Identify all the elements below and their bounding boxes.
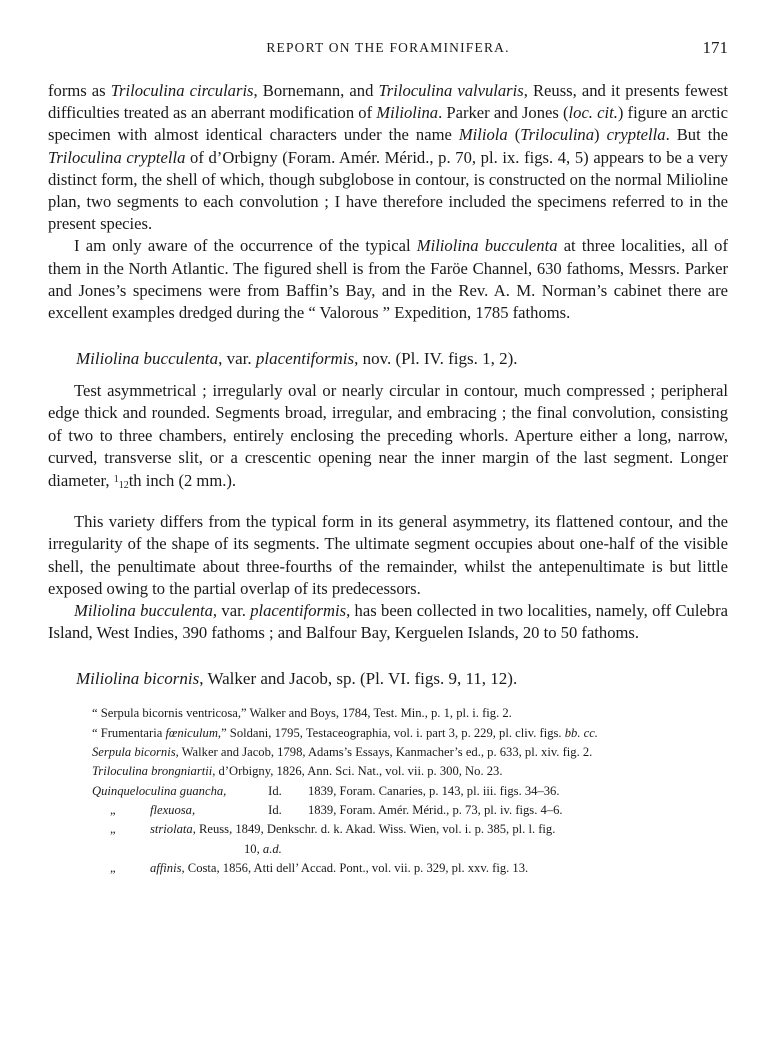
synonymy-line: „ affinis, Costa, 1856, Atti dell’ Accad. Pont., vol. vii. p. 329, pl. xxv. fig. 13. bbox=[110, 860, 529, 875]
paragraph-variety-differences: This variety differs from the typical form in its general asymmetry, its flattened contour, and the irregularity of the shape of its segments. The ultimate segment occupies about one-half of the visible shell, the penultimate about three-fourths of the remainder, whilst the antepenultimate is but little exposed owing to the partial overlap of its predecessors. bbox=[48, 512, 728, 598]
page bbox=[48, 40, 728, 878]
synonymy-line: “ Frumentaria fœniculum,” Soldani, 1795, Testaceographia, vol. i. part 3, p. 229, pl. cliv. figs. bb. cc. bbox=[92, 725, 598, 740]
paragraph-continuation: forms as Triloculina circularis, Bornemann, and Triloculina valvularis, Reuss, and it presents fewest difficulties treated as an aberrant modification of Miliolina. Parker and Jones (loc. cit.) figure an arctic specimen with almost identical characters under the name Miliola (Triloculina) cryptella. But the Triloculina cryptella of d’Orbigny (Foram. Amér. Mérid., p. 70, pl. ix. figs. 4, 5) appears to be a very distinct form, the shell of which, though subglobose in contour, is constructed on the normal Milioline plan, two segments to each convolution ; I have therefore included the specimens referred to in the present species. bbox=[48, 81, 729, 234]
species-heading-placentiformis: Miliolina bucculenta, var. placentiformis, nov. (Pl. IV. figs. 1, 2). bbox=[76, 349, 518, 369]
page-number: 171 bbox=[702, 38, 728, 57]
synonymy-line: Quinqueloculina guancha, Id. 1839, Foram. Canaries, p. 143, pl. iii. figs. 34–36. bbox=[92, 783, 560, 798]
synonymy-line: Triloculina brongniartii, d’Orbigny, 1826, Ann. Sci. Nat., vol. vii. p. 300, No. 23. bbox=[92, 764, 503, 779]
species-heading-bicornis: Miliolina bicornis, Walker and Jacob, sp. (Pl. VI. figs. 9, 11, 12). bbox=[76, 669, 518, 689]
synonymy-line-continued: 10, a.d. bbox=[244, 841, 282, 856]
synonymy-line: “ Serpula bicornis ventricosa,” Walker and Boys, 1784, Test. Min., p. 1, pl. i. fig. 2. bbox=[92, 706, 512, 721]
synonymy-line: „ flexuosa, Id. 1839, Foram. Amér. Mérid., p. 73, pl. iv. figs. 4–6. bbox=[110, 802, 563, 817]
synonymy-list bbox=[48, 704, 728, 878]
running-header bbox=[48, 40, 728, 64]
synonymy-line: Serpula bicornis, Walker and Jacob, 1798, Adams’s Essays, Kanmacher’s ed., p. 633, pl. xiv. fig. 2. bbox=[92, 745, 593, 760]
paragraph-variety-localities: Miliolina bucculenta, var. placentiformis, has been collected in two localities, namely, off Culebra Island, West Indies, 390 fathoms ; and Balfour Bay, Kerguelen Islands, 20 to 50 fathoms. bbox=[48, 601, 728, 643]
paragraph-localities: I am only aware of the occurrence of the typical Miliolina bucculenta at three localities, all of them in the North Atlantic. The figured shell is from the Faröe Channel, 630 fathoms, Messrs. Parker and Jones’s specimens were from Baffin’s Bay, and in the Rev. A. M. Norman’s cabinet there are excellent examples dredged during the “ Valorous ” Expedition, 1785 fathoms. bbox=[48, 236, 728, 323]
synonymy-line: „ striolata, Reuss, 1849, Denkschr. d. k. Akad. Wiss. Wien, vol. i. p. 385, pl. l. fig. bbox=[110, 822, 556, 837]
running-title: REPORT ON THE FORAMINIFERA. bbox=[266, 40, 510, 55]
species-description: Test asymmetrical ; irregularly oval or nearly circular in contour, much compressed ; peripheral edge thick and rounded. Segments broad, irregular, and embracing ; the final convolution, consisting of two to three chambers, entirely enclosing the preceding whorls. Aperture either a long, narrow, curved, transverse slit, or a crescentic opening near the inner margin of the last segment. Longer diameter, $^1$12th inch (2 mm.). bbox=[48, 381, 728, 492]
